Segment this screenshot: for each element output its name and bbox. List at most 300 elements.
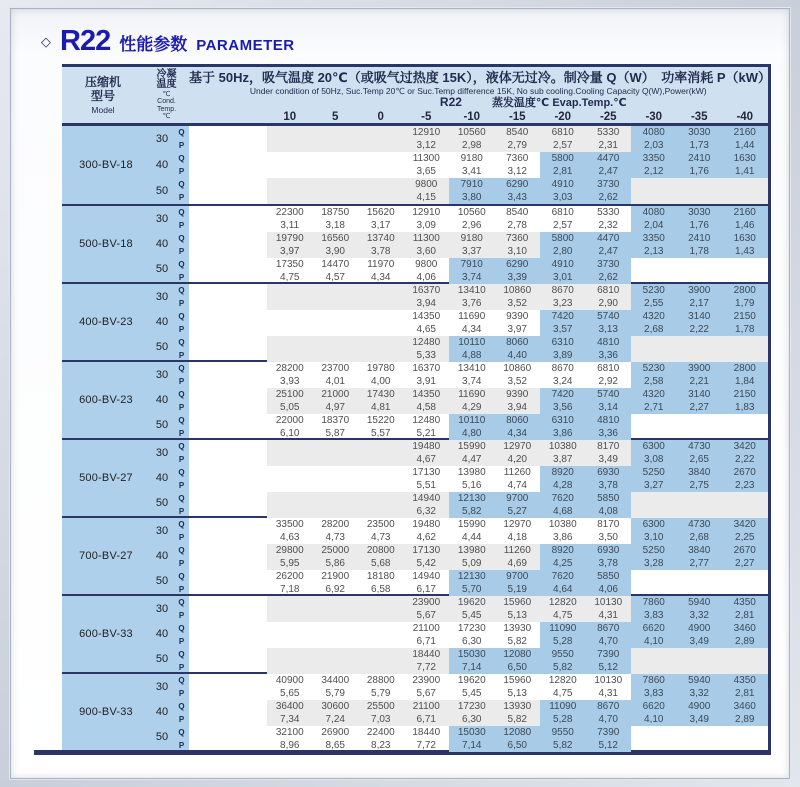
q-value-cell: 26900 (321, 727, 350, 738)
p-value-cell: 5,82 (540, 739, 586, 752)
p-value-cell: 4,73 (371, 532, 391, 543)
q-value-cell: 6620 (631, 622, 677, 635)
p-value-cell: 7,03 (358, 713, 404, 726)
gap-cell (189, 583, 267, 596)
q-value-cell (722, 178, 768, 191)
p-value-cell: 3,90 (313, 245, 359, 258)
p-value-cell: 5,79 (325, 688, 345, 699)
q-row (189, 336, 768, 349)
q-value-cell (267, 284, 313, 297)
cond-temp-value: 50 (155, 419, 169, 432)
p-row-label: P (178, 351, 185, 360)
p-value-cell: 2,04 (631, 219, 677, 232)
model-name: 700-BV-27 (79, 550, 133, 562)
p-value-cell: 4,15 (404, 191, 450, 204)
q-value-cell: 3460 (722, 622, 768, 635)
q-value-cell (358, 310, 404, 323)
p-value-cell: 2,57 (553, 220, 573, 231)
p-value-cell (358, 609, 404, 622)
q-value-cell (358, 152, 404, 165)
table-header (62, 64, 772, 126)
q-value-cell (267, 622, 313, 635)
p-value-cell: 3,78 (586, 479, 632, 492)
gap-cell (189, 178, 267, 191)
q-value-cell: 5330 (586, 126, 632, 139)
p-value-cell: 2,68 (631, 323, 677, 336)
cond-temp-value: 50 (155, 185, 169, 197)
p-value-cell: 3,12 (507, 166, 527, 177)
refrigerant-label: R22 (439, 95, 462, 109)
q-value-cell: 17350 (275, 259, 304, 270)
p-value-cell: 3,23 (540, 297, 586, 310)
evap-temp-tick: -40 (736, 111, 754, 123)
q-value-cell: 7860 (631, 596, 677, 609)
q-value-cell (722, 648, 768, 661)
p-value-cell: 4,70 (586, 635, 632, 648)
qp-label-column (174, 674, 189, 750)
q-value-cell: 12820 (540, 596, 586, 609)
q-value-cell: 4730 (677, 440, 723, 453)
p-value-cell (677, 505, 723, 518)
p-value-cell: 3,57 (540, 323, 586, 336)
p-value-cell: 5,33 (404, 349, 450, 362)
q-row-label: Q (178, 364, 185, 373)
p-value-cell (267, 165, 313, 178)
q-value-cell: 4910 (540, 178, 586, 191)
p-row (189, 349, 768, 362)
q-value-cell: 11090 (540, 700, 586, 713)
q-value-cell: 13410 (457, 363, 486, 374)
q-value-cell: 15220 (366, 415, 395, 426)
q-row-label: Q (178, 468, 185, 477)
q-value-cell: 6290 (495, 258, 541, 271)
p-row-label: P (178, 247, 185, 256)
data-rows (189, 674, 768, 750)
p-value-cell (677, 191, 723, 204)
q-value-cell (677, 726, 723, 739)
q-value-cell: 12820 (548, 675, 577, 686)
q-value-cell: 6300 (631, 440, 677, 453)
p-value-cell (358, 191, 404, 204)
p-value-cell: 4,10 (631, 635, 677, 648)
model-panel (62, 284, 189, 360)
q-value-cell: 17230 (457, 623, 486, 634)
q-value-cell: 7910 (449, 178, 495, 191)
p-value-cell: 3,86 (553, 532, 573, 543)
p-value-cell (631, 583, 677, 596)
p-value-cell: 2,77 (677, 557, 723, 570)
title-cn: 性能参数 (119, 35, 188, 54)
p-value-cell: 2,25 (722, 531, 768, 544)
q-value-cell: 12910 (404, 126, 450, 139)
cond-temp-value: 40 (155, 627, 169, 640)
gap-cell (189, 284, 267, 297)
q-value-cell: 5800 (540, 232, 586, 245)
q-value-cell: 5850 (586, 570, 632, 583)
q-row-label: Q (178, 416, 185, 425)
q-value-cell: 9550 (540, 648, 586, 661)
evap-temp-row (267, 111, 768, 123)
cond-header-cn1: 冷凝 (156, 68, 177, 80)
q-row (189, 258, 768, 271)
evap-temp-label-row (244, 96, 790, 110)
p-value-cell: 2,22 (677, 323, 723, 336)
q-value-cell: 3420 (722, 518, 768, 531)
p-value-cell: 4,31 (586, 609, 632, 622)
q-value-cell: 4810 (586, 414, 632, 427)
q-value-cell (631, 178, 677, 191)
p-value-cell (313, 661, 359, 674)
q-value-cell (313, 284, 359, 297)
p-row (189, 245, 768, 258)
p-row (189, 557, 768, 570)
model-block (62, 126, 768, 204)
p-row (189, 531, 768, 544)
model-panel (62, 674, 189, 750)
evap-temp-tick: -10 (463, 111, 481, 123)
q-value-cell: 7420 (540, 388, 586, 401)
p-value-cell: 3,39 (495, 271, 541, 284)
q-value-cell: 12130 (449, 570, 495, 583)
q-value-cell: 6310 (540, 336, 586, 349)
p-value-cell: 5,42 (404, 557, 450, 570)
p-value-cell: 4,97 (313, 401, 359, 414)
p-value-cell: 6,71 (404, 713, 450, 726)
gap-cell (189, 570, 267, 583)
q-row-label: Q (178, 442, 185, 451)
q-value-cell: 29800 (267, 544, 313, 557)
p-value-cell: 3,37 (449, 245, 495, 258)
p-row (189, 191, 768, 204)
q-value-cell: 19790 (267, 232, 313, 245)
condition-text-en: Under condition of 50Hz, Suc.Temp 20℃ or Suc.Temp difference 15K, No sub cooling.Cooling Capacity Q(W),Power(kW) (249, 86, 707, 96)
gap-cell (189, 479, 267, 492)
q-value-cell (313, 622, 359, 635)
evap-temp-tick: 10 (283, 111, 297, 123)
q-value-cell (677, 178, 723, 191)
cond-temp-value: 30 (155, 133, 169, 145)
evap-temp-tick: -35 (690, 111, 708, 123)
q-row (189, 518, 768, 531)
q-value-cell (267, 310, 313, 323)
q-value-cell (313, 466, 359, 479)
model-block (62, 204, 768, 282)
p-value-cell (313, 297, 359, 310)
p-value-cell (631, 505, 677, 518)
cond-temp-value: 40 (155, 705, 169, 718)
q-value-cell: 13980 (449, 544, 495, 557)
q-value-cell: 2410 (677, 232, 723, 245)
q-value-cell: 14940 (412, 571, 441, 582)
p-value-cell: 3,41 (462, 166, 482, 177)
gap-cell (189, 414, 267, 427)
p-value-cell: 5,95 (267, 557, 313, 570)
p-value-cell: 4,29 (449, 401, 495, 414)
cond-temp-column (150, 126, 174, 204)
q-value-cell: 4080 (631, 126, 677, 139)
cond-temp-value: 40 (155, 393, 169, 406)
gap-cell (189, 453, 267, 466)
p-value-cell: 4,34 (371, 272, 391, 283)
gap-cell (189, 609, 267, 622)
p-value-cell: 3,13 (586, 323, 632, 336)
data-rows (189, 126, 768, 204)
p-value-cell (313, 165, 359, 178)
q-value-cell: 9390 (506, 311, 529, 322)
q-value-cell (631, 648, 677, 661)
p-value-cell: 3,74 (449, 271, 495, 284)
q-value-cell: 5740 (586, 388, 632, 401)
p-value-cell: 3,97 (267, 245, 313, 258)
p-value-cell: 6,17 (416, 584, 436, 595)
p-value-cell: 7,72 (404, 661, 450, 674)
p-value-cell (722, 505, 768, 518)
q-value-cell: 16370 (412, 363, 441, 374)
q-row-label: Q (178, 234, 185, 243)
gap-cell (189, 206, 267, 219)
q-value-cell: 10860 (495, 284, 541, 297)
p-value-cell: 1,76 (677, 219, 723, 232)
p-value-cell: 6,30 (462, 636, 482, 647)
evap-temp-tick: -25 (599, 111, 617, 123)
p-value-cell: 2,98 (449, 139, 495, 152)
p-value-cell: 3,10 (631, 531, 677, 544)
q-value-cell: 5850 (586, 492, 632, 505)
q-value-cell: 5740 (586, 310, 632, 323)
q-value-cell: 11260 (495, 544, 541, 557)
p-value-cell: 8,23 (371, 740, 391, 751)
p-value-cell (722, 739, 768, 752)
p-value-cell: 2,13 (631, 245, 677, 258)
p-row-label: P (178, 167, 185, 176)
q-value-cell: 13410 (449, 284, 495, 297)
q-value-cell: 12080 (495, 648, 541, 661)
q-value-cell (267, 648, 313, 661)
p-value-cell (631, 739, 677, 752)
q-value-cell: 9550 (540, 726, 586, 739)
p-value-cell: 2,27 (677, 401, 723, 414)
q-value-cell: 12970 (503, 519, 532, 530)
q-value-cell: 9700 (495, 570, 541, 583)
qp-label-column (174, 126, 189, 204)
p-row (189, 635, 768, 648)
p-value-cell: 5,45 (462, 688, 482, 699)
cond-temp-value: 30 (155, 446, 169, 459)
q-value-cell: 12130 (449, 492, 495, 505)
q-value-cell: 3840 (677, 544, 723, 557)
p-value-cell: 5,67 (416, 688, 436, 699)
q-value-cell (313, 596, 359, 609)
model-panel (62, 596, 189, 672)
p-value-cell: 1,78 (677, 245, 723, 258)
q-value-cell: 12080 (495, 726, 541, 739)
p-row-label: P (178, 273, 185, 282)
q-value-cell: 11090 (540, 622, 586, 635)
q-value-cell: 9180 (449, 232, 495, 245)
model-name: 400-BV-23 (79, 316, 133, 328)
p-value-cell (631, 191, 677, 204)
data-rows (189, 284, 768, 360)
q-value-cell (631, 336, 677, 349)
p-value-cell: 3,52 (495, 297, 541, 310)
p-row (189, 739, 768, 752)
cond-header-en3: ℃ (162, 113, 171, 120)
cond-header-cn2: 温度 (156, 79, 177, 90)
p-value-cell: 3,36 (586, 349, 632, 362)
p-value-cell: 3,12 (404, 139, 450, 152)
p-value-cell (267, 323, 313, 336)
q-value-cell: 4320 (631, 310, 677, 323)
q-value-cell: 18370 (321, 415, 350, 426)
p-value-cell (631, 427, 677, 440)
q-value-cell: 6290 (495, 178, 541, 191)
model-block (62, 516, 768, 594)
q-value-cell: 10380 (540, 440, 586, 453)
q-value-cell: 2150 (722, 388, 768, 401)
qp-label-column (174, 440, 189, 516)
qp-label-column (174, 518, 189, 594)
q-row (189, 648, 768, 661)
q-value-cell: 4080 (631, 206, 677, 219)
p-value-cell (267, 297, 313, 310)
p-value-cell: 3,80 (449, 191, 495, 204)
p-value-cell (313, 609, 359, 622)
q-row (189, 544, 768, 557)
q-row-label: Q (178, 702, 185, 711)
q-value-cell: 26200 (275, 571, 304, 582)
p-value-cell: 7,24 (313, 713, 359, 726)
q-value-cell: 9700 (495, 492, 541, 505)
cond-temp-value: 30 (155, 368, 169, 381)
p-value-cell: 3,74 (462, 376, 482, 387)
p-row-label: P (178, 193, 185, 202)
q-value-cell (677, 492, 723, 505)
page (10, 8, 790, 779)
q-value-cell: 25000 (313, 544, 359, 557)
p-row-label: P (178, 403, 185, 412)
p-value-cell: 2,03 (631, 139, 677, 152)
p-row-label: P (178, 533, 185, 542)
q-value-cell: 10110 (449, 414, 495, 427)
q-value-cell: 6300 (631, 518, 677, 531)
q-row-label: Q (178, 338, 185, 347)
q-value-cell: 9800 (415, 259, 438, 270)
cond-temp-value: 40 (155, 471, 169, 484)
model-block (62, 438, 768, 516)
p-value-cell: 2,80 (540, 245, 586, 258)
q-row (189, 596, 768, 609)
p-value-cell: 2,92 (598, 376, 618, 387)
q-row (189, 388, 768, 401)
q-value-cell (358, 492, 404, 505)
p-value-cell: 2,55 (631, 297, 677, 310)
p-row (189, 219, 768, 232)
q-value-cell: 6620 (631, 700, 677, 713)
p-value-cell: 5,27 (495, 505, 541, 518)
cond-temp-column (150, 284, 174, 360)
q-value-cell: 33500 (275, 519, 304, 530)
cond-temp-value: 30 (155, 212, 169, 225)
q-value-cell: 5230 (631, 284, 677, 297)
p-value-cell: 2,89 (722, 635, 768, 648)
q-value-cell: 5250 (631, 466, 677, 479)
model-panel (62, 206, 189, 282)
q-value-cell: 2150 (722, 310, 768, 323)
p-value-cell (677, 271, 723, 284)
q-value-cell (267, 152, 313, 165)
q-value-cell: 15030 (449, 648, 495, 661)
q-value-cell: 7620 (540, 570, 586, 583)
q-value-cell: 7390 (586, 648, 632, 661)
q-value-cell: 15960 (495, 596, 541, 609)
gap-cell (189, 544, 267, 557)
p-value-cell: 2,27 (722, 557, 768, 570)
gap-cell (189, 232, 267, 245)
q-value-cell: 8920 (540, 544, 586, 557)
q-value-cell: 11300 (404, 232, 450, 245)
p-value-cell (677, 739, 723, 752)
q-row (189, 126, 768, 139)
q-value-cell (677, 648, 723, 661)
p-value-cell: 5,09 (449, 557, 495, 570)
gap-cell (189, 440, 267, 453)
p-value-cell (722, 349, 768, 362)
q-value-cell: 17430 (358, 388, 404, 401)
q-value-cell: 4320 (631, 388, 677, 401)
model-header-cn2: 型号 (90, 89, 115, 103)
p-value-cell: 4,10 (631, 713, 677, 726)
gap-cell (189, 505, 267, 518)
q-value-cell: 7620 (540, 492, 586, 505)
p-row-label: P (178, 141, 185, 150)
p-value-cell: 3,89 (540, 349, 586, 362)
gap-cell (189, 726, 267, 739)
q-value-cell: 9180 (460, 153, 483, 164)
p-value-cell: 2,23 (722, 479, 768, 492)
gap-cell (189, 518, 267, 531)
gap-cell (189, 401, 267, 414)
p-value-cell: 3,60 (404, 245, 450, 258)
p-value-cell (313, 505, 359, 518)
p-value-cell: 4,88 (449, 349, 495, 362)
p-value-cell: 2,62 (586, 271, 632, 284)
q-value-cell: 22300 (275, 207, 304, 218)
p-row (189, 297, 768, 310)
p-value-cell: 3,76 (449, 297, 495, 310)
cond-temp-value: 50 (155, 653, 169, 666)
gap-cell (189, 271, 267, 284)
gap-cell (189, 661, 267, 674)
q-value-cell: 10130 (586, 596, 632, 609)
q-value-cell (631, 570, 677, 583)
q-value-cell: 15990 (449, 440, 495, 453)
p-value-cell (267, 479, 313, 492)
q-row (189, 232, 768, 245)
q-value-cell: 3460 (722, 700, 768, 713)
model-panel (62, 362, 189, 438)
model-block (62, 360, 768, 438)
q-value-cell: 8170 (586, 440, 632, 453)
q-value-cell: 3140 (677, 388, 723, 401)
cond-header-en2: Temp. (156, 105, 177, 113)
parameter-table (62, 64, 771, 750)
p-row-label: P (178, 715, 185, 724)
p-value-cell (722, 661, 768, 674)
p-value-cell: 5,13 (495, 609, 541, 622)
table-body (62, 126, 768, 750)
q-row (189, 310, 768, 323)
cond-temp-value: 40 (155, 315, 169, 328)
